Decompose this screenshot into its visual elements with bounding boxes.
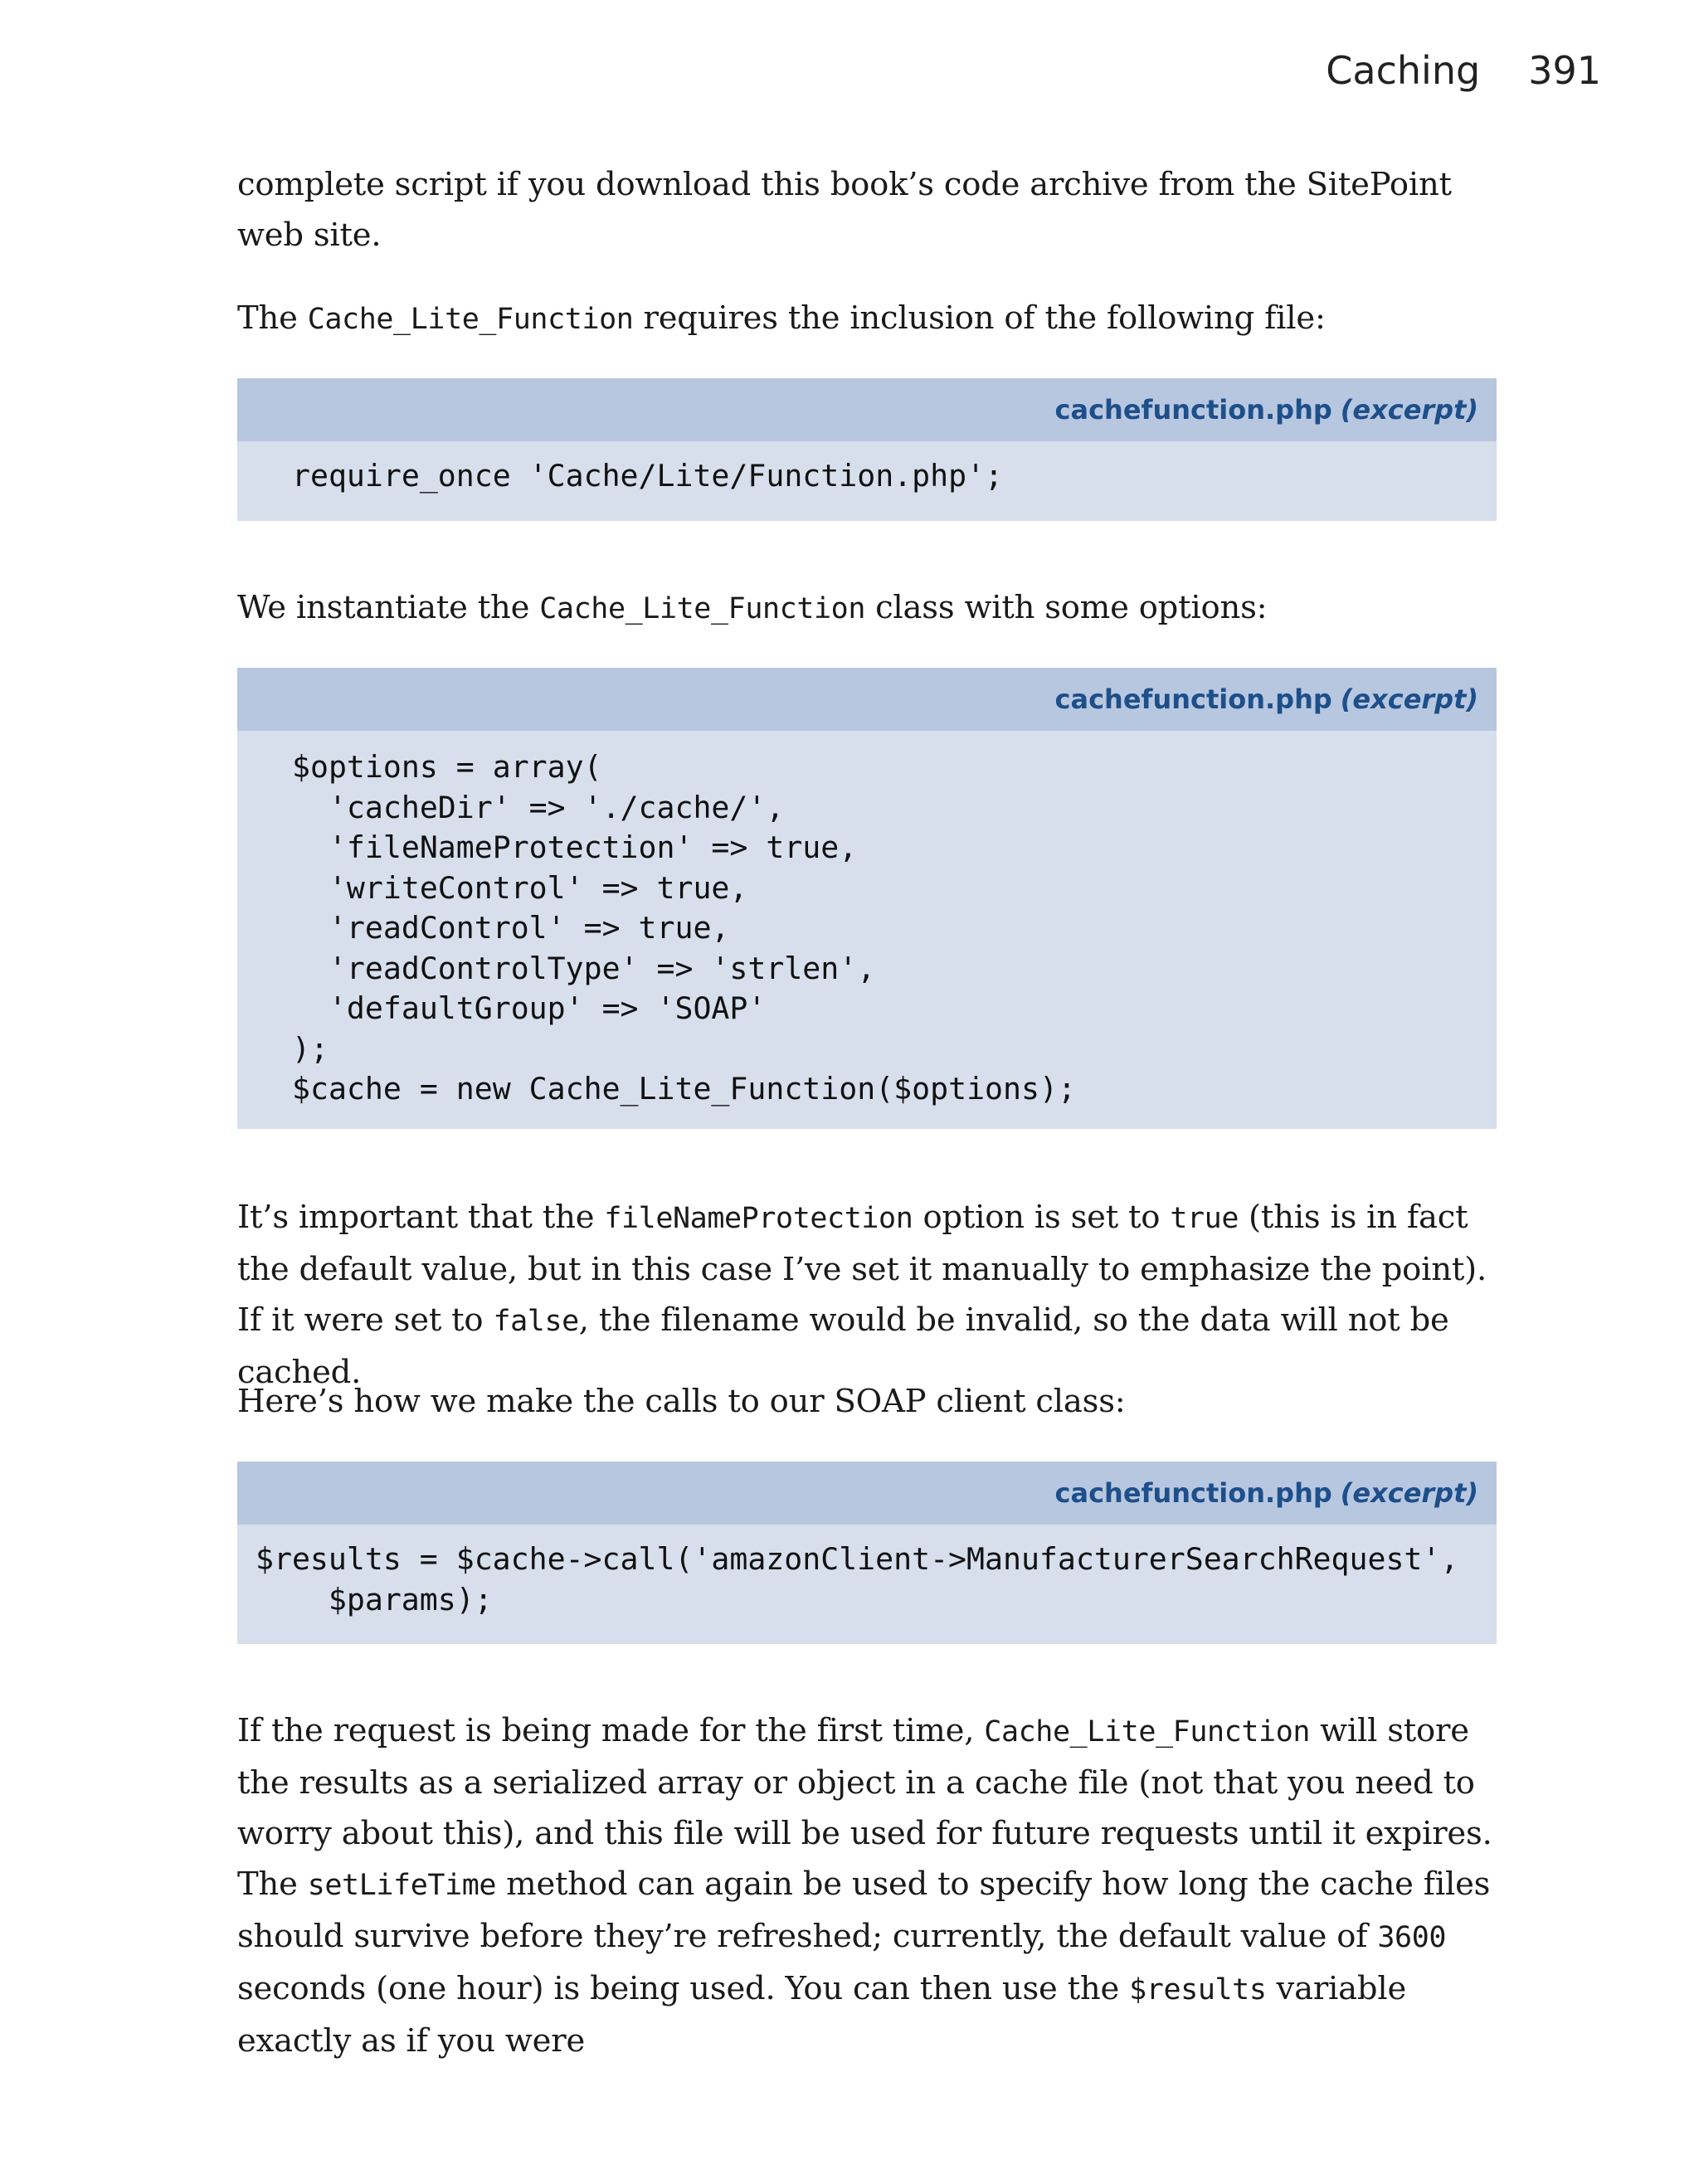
paragraph-first-request xyxy=(237,1705,1497,2066)
text-run: variable exactly as if you were xyxy=(237,1970,1407,2060)
code-excerpt-note: (excerpt) xyxy=(1340,1477,1478,1509)
text-run: method can again be used to specify how long the cache files should survive before they’re refreshed; currently, the default value of xyxy=(237,1865,1491,1955)
text-run: (this is in fact the default value, but in this case I’ve set it manually to emphasize the point). If it were set to xyxy=(237,1199,1487,1339)
code-listing-options xyxy=(237,668,1497,1129)
text-run: seconds (one hour) is being used. You can then use the xyxy=(237,1970,1130,2007)
code-line: 'fileNameProtection' => true, xyxy=(292,829,858,865)
code-filename: cachefunction.php xyxy=(1054,394,1332,426)
text-run: , the filename would be invalid, so the data will not be cached. xyxy=(237,1301,1449,1391)
text-run: will store the results as a serialized array or object in a cache file (not that you need to worry about this), and this file will be used for future requests until it expires. The xyxy=(237,1712,1492,1903)
code-block xyxy=(237,441,1497,497)
text-run: We instantiate the xyxy=(237,589,540,626)
code-line: $results = $cache->call('amazonClient->ManufacturerSearchRequest', xyxy=(256,1541,1459,1577)
inline-code: 3600 xyxy=(1377,1921,1447,1954)
code-filename: cachefunction.php xyxy=(1054,683,1332,715)
code-line: 'cacheDir' => './cache/', xyxy=(292,789,785,825)
text-run: If the request is being made for the first time, xyxy=(237,1712,985,1749)
text-run: It’s important that the xyxy=(237,1199,605,1236)
paragraph-instantiate-intro xyxy=(237,582,1497,635)
inline-code: fileNameProtection xyxy=(604,1202,913,1235)
inline-code: $results xyxy=(1129,1973,1267,2006)
code-excerpt-note: (excerpt) xyxy=(1340,683,1478,715)
chapter-title: Caching xyxy=(1326,48,1481,93)
code-line: 'defaultGroup' => 'SOAP' xyxy=(292,990,767,1026)
paragraph-filename-protection xyxy=(237,1192,1497,1398)
inline-code: Cache_Lite_Function xyxy=(984,1715,1311,1749)
text-run: requires the inclusion of the following file: xyxy=(633,299,1326,337)
code-line: require_once 'Cache/Lite/Function.php'; xyxy=(292,458,1004,494)
code-line: $params); xyxy=(256,1581,493,1617)
code-listing-require xyxy=(237,378,1497,521)
code-line: $cache = new Cache_Lite_Function($options); xyxy=(292,1071,1076,1107)
code-line: 'writeControl' => true, xyxy=(292,869,748,906)
code-line: ); xyxy=(292,1030,329,1067)
code-block xyxy=(237,731,1497,1110)
inline-code: Cache_Lite_Function xyxy=(539,592,866,625)
code-caption xyxy=(237,378,1497,441)
inline-code: true xyxy=(1170,1202,1239,1235)
code-caption xyxy=(237,668,1497,731)
text-run: The xyxy=(237,299,308,337)
code-line: 'readControl' => true, xyxy=(292,910,730,946)
inline-code: setLifeTime xyxy=(307,1869,497,1902)
code-filename: cachefunction.php xyxy=(1054,1477,1332,1509)
inline-code: false xyxy=(493,1305,579,1338)
text-run: class with some options: xyxy=(865,589,1268,626)
inline-code: Cache_Lite_Function xyxy=(307,303,634,336)
code-line: $options = array( xyxy=(292,749,602,785)
code-excerpt-note: (excerpt) xyxy=(1340,394,1478,426)
paragraph-text: complete script if you download this book’s code archive from the SitePoint web site. xyxy=(237,166,1452,254)
code-block xyxy=(237,1525,1497,1620)
code-line: 'readControlType' => 'strlen', xyxy=(292,950,876,986)
paragraph-soap-calls-intro xyxy=(237,1376,1497,1427)
text-run: option is set to xyxy=(913,1199,1171,1236)
paragraph-text: Here’s how we make the calls to our SOAP client class: xyxy=(237,1383,1126,1420)
code-listing-call xyxy=(237,1462,1497,1644)
paragraph-continuation xyxy=(237,159,1497,260)
running-header xyxy=(1326,48,1601,93)
paragraph-include-intro xyxy=(237,293,1497,345)
page-number: 391 xyxy=(1528,48,1601,93)
code-caption xyxy=(237,1462,1497,1525)
